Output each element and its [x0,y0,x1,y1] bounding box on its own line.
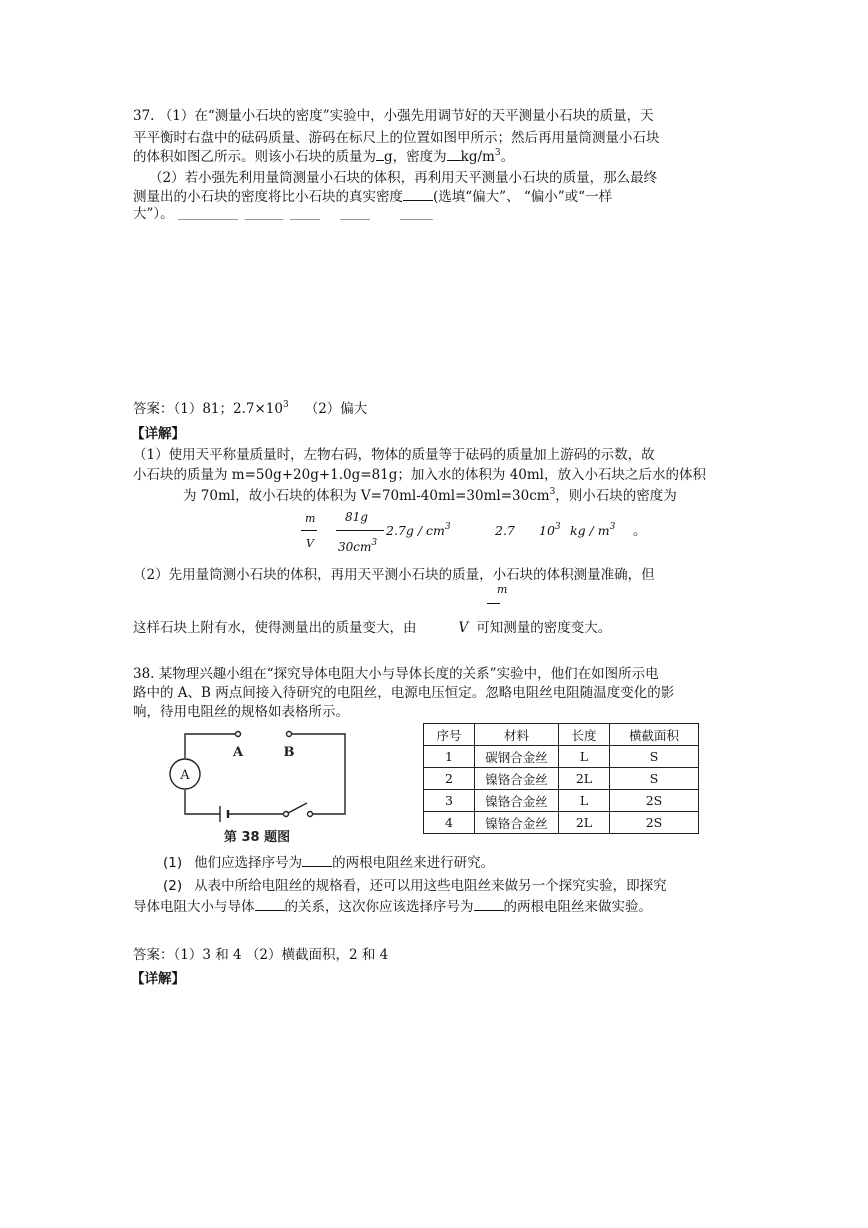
figure-cutoff-line [245,219,283,220]
circuit-diagram [165,728,350,848]
answer-blank[interactable] [302,853,332,867]
q37-detail-line-2: 小石块的质量为 m=50g+20g+1.0g=81g；加入水的体积为 40ml，放入小石块之后水的体积 [133,467,706,483]
table-cell: L [559,790,610,812]
table-cell: 镍铬合金丝 [475,812,559,834]
formula-result-1: $2.7g / cm^3$ [386,522,451,538]
fraction-bar [336,530,384,531]
formula-81g: 81g [345,510,368,524]
formula-30cm3: $30cm^3$ [338,538,378,554]
table-cell: 2S [610,790,699,812]
formula-V: V [306,537,314,550]
figure-caption: 第 38 题图 [223,830,291,845]
table-row [424,790,699,812]
answer-blank[interactable] [403,187,433,201]
q37-answer: 答案：（1）81；$2.7\times 10^3$ （2）偏大 [133,400,368,417]
q37-line-2: 平平衡时右盘中的砝码质量、游码在标尺上的位置如图甲所示；然后再用量筒测量小石块 [133,130,660,146]
q38-line-2: 路中的 A、B 两点间接入待研究的电阻丝，电源电压恒定。忽略电阻丝电阻随温度变化的影 [133,685,675,701]
answer-blank[interactable] [447,147,461,161]
q37-line-1: 37. （1）在“测量小石块的密度”实验中，小强先用调节好的天平测量小石块的质量，天 [133,108,654,124]
figure-cutoff-line [178,219,238,220]
q37-line-4: （2）若小强先利用量筒测量小石块的体积，再利用天平测量小石块的质量，那么最终 [149,170,658,186]
q37-line-5: 测量出的小石块的密度将比小石块的真实密度 (选填“偏大”、 “偏小”或“一样 [133,189,613,205]
q38-part-2-line-1: (2) 从表中所给电阻丝的规格看，还可以用这些电阻丝来做另一个探究实验，即探究 [163,878,667,894]
table-header: 横截面积 [610,724,699,746]
q38-line-3: 响，待用电阻丝的规格如表格所示。 [133,704,349,720]
figure-cutoff-line [340,219,370,220]
fraction-bar [301,530,317,531]
table-cell: 3 [424,790,475,812]
resistance-wire-table [423,723,699,834]
table-cell: 镍铬合金丝 [475,768,559,790]
formula-power: $10^3$ [539,522,561,538]
q37-detail-line-1: （1）使用天平称量质量时，左物右码，物体的质量等于砝码的质量加上游码的示数，故 [133,447,655,463]
terminal-b-label: B [283,745,295,760]
q38-detail-heading: 【详解】 [131,971,185,987]
table-cell: 2L [559,768,610,790]
table-cell: 2L [559,812,610,834]
figure-cutoff-line [400,219,433,220]
q37-detail-line-5: （2）先用量筒测小石块的体积，再用天平测小石块的质量，小石块的体积测量准确，但 [133,567,655,583]
q38-line-1: 38. 某物理兴趣小组在“探究导体电阻大小与导体长度的关系”实验中，他们在如图所示电 [133,666,659,682]
answer-blank[interactable] [474,897,504,911]
table-cell: 2S [610,812,699,834]
q37-detail-heading: 【详解】 [131,426,185,442]
table-row [424,768,699,790]
ammeter-label: A [180,768,190,783]
answer-blank[interactable] [376,147,384,161]
formula-result-2: 2.7 [495,523,515,538]
formula-unit: kg / $m^3$ [570,522,616,538]
answer-blank[interactable] [255,897,285,911]
table-header: 材料 [475,724,559,746]
table-cell: L [559,746,610,768]
q38-part-2-line-2: 导体电阻大小与导体 的关系，这次你应该选择序号为 的两根电阻丝来做实验。 [133,899,652,915]
table-cell: S [610,768,699,790]
figure-cutoff-line [290,219,320,220]
q38-answer: 答案：（1）3 和 4 （2）横截面积，2 和 4 [133,947,389,963]
table-row [424,746,699,768]
q38-part-1: (1) 他们应选择序号为 的两根电阻丝来进行研究。 [163,855,495,871]
table-header: 长度 [559,724,610,746]
table-header: 序号 [424,724,475,746]
formula-m: m [305,512,316,525]
q37-detail-line-6: 这样石块上附有水，使得测量出的质量变大，由 V 可知测量的密度变大。 [133,620,612,636]
formula-m-small: m [497,583,508,596]
table-header-row [424,724,699,746]
table-cell: S [610,746,699,768]
table-row [424,812,699,834]
q37-line-3: 的体积如图乙所示。则该小石块的质量为 g，密度为 $kg/m^3$。 [133,148,515,165]
q37-detail-line-3: 为 70ml，故小石块的体积为 $V=70ml-40ml=30ml=30cm^3$，则小石块的密度为 [183,487,677,504]
fraction-bar [487,603,500,604]
table-cell: 1 [424,746,475,768]
table-cell: 4 [424,812,475,834]
table-cell: 2 [424,768,475,790]
formula-period: 。 [633,523,647,539]
terminal-a-label: A [232,745,244,760]
table-cell: 碳钢合金丝 [475,746,559,768]
q37-line-6: 大”）。 [133,206,174,222]
table-cell: 镍铬合金丝 [475,790,559,812]
